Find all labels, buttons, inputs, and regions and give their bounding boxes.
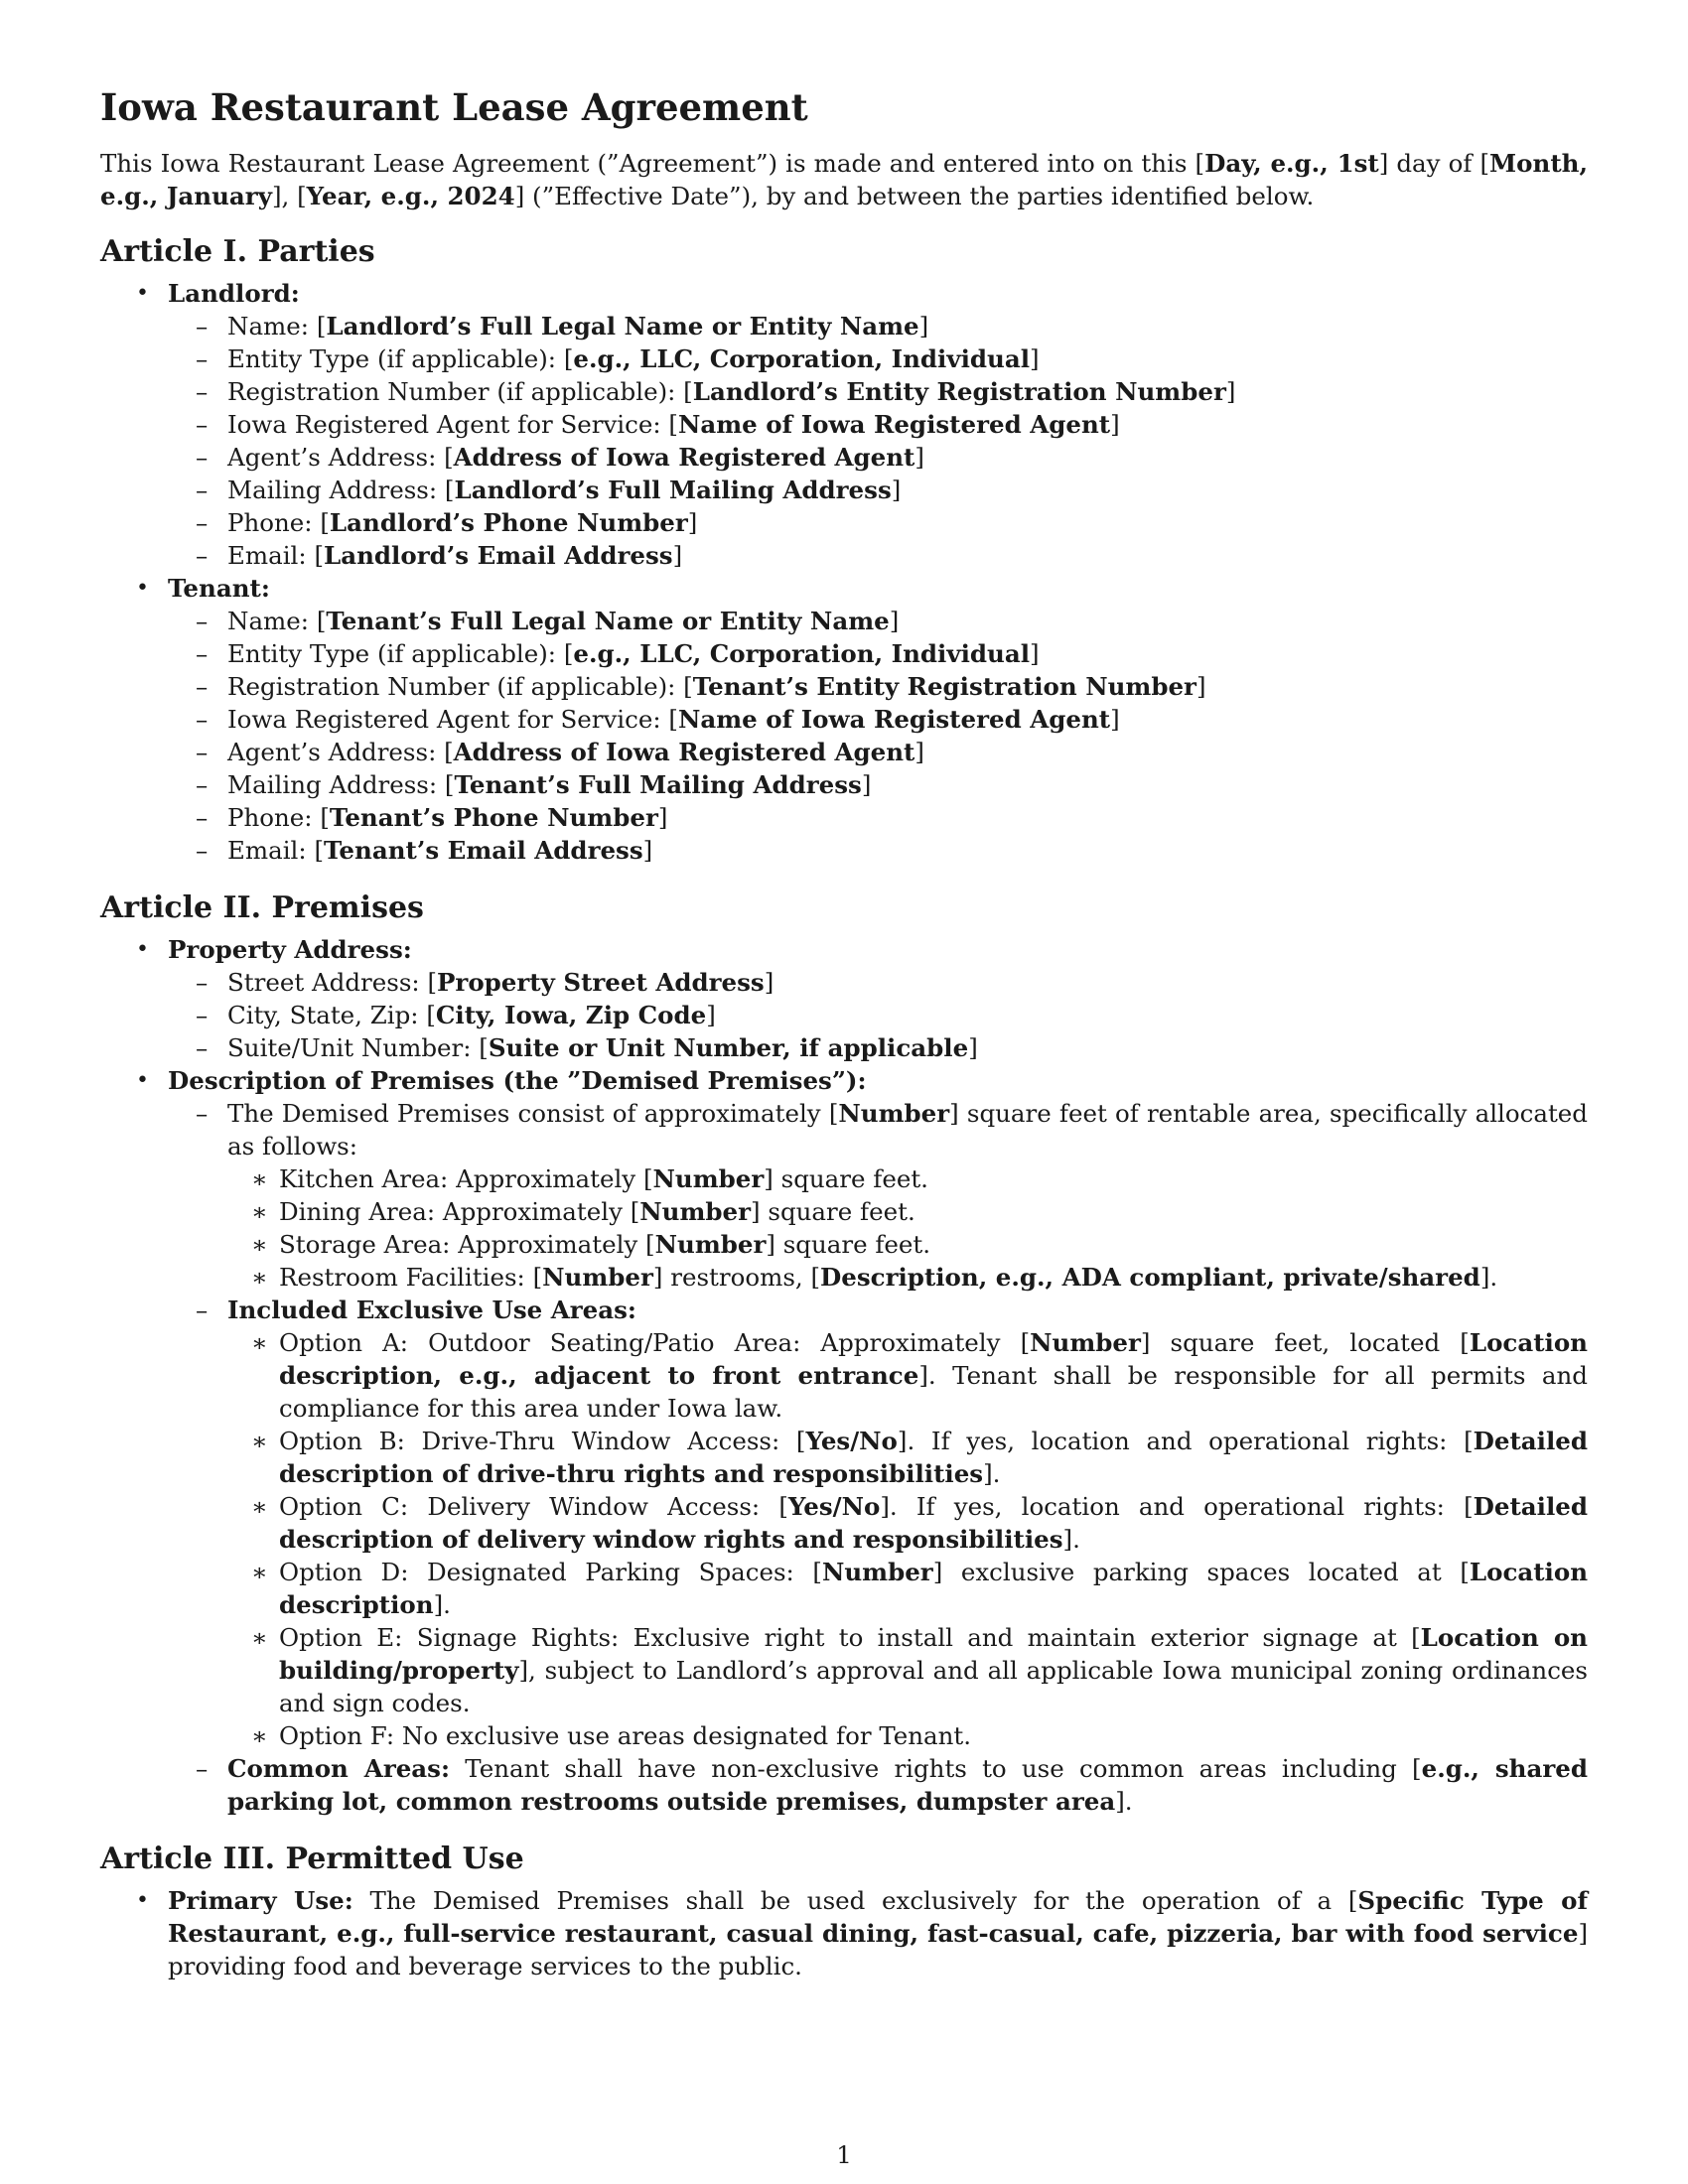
- field-value: Tenant’s Phone Number: [329, 803, 658, 833]
- tenant-item: [100, 572, 1588, 867]
- field-label: Email:: [227, 541, 315, 571]
- primary-use-label: Primary Use:: [168, 1886, 353, 1916]
- placeholder: Yes/No: [787, 1492, 881, 1522]
- field-label: Entity Type (if applicable):: [227, 639, 564, 669]
- intro-text-4: (”Effective Date”), by and between the parties identified below.: [524, 182, 1315, 211]
- bracket-open: [: [1479, 149, 1490, 179]
- landlord-field: – Name: [Landlord’s Full Legal Name or Entity Name]: [196, 312, 929, 341]
- field-label: Mailing Address:: [227, 476, 445, 505]
- option-c: ∗ Option C: Delivery Window Access: [Yes/No]. If yes, location and operational rights: [Detailed description of delivery window rights and responsibilities].: [251, 1492, 1588, 1555]
- placeholder: Number: [542, 1263, 653, 1293]
- landlord-label: Landlord:: [168, 279, 300, 309]
- dash-icon: –: [196, 1296, 209, 1325]
- text: Option C: Delivery Window Access:: [279, 1492, 779, 1522]
- field-value: Landlord’s Entity Registration Number: [692, 377, 1226, 407]
- option-f: [227, 1719, 1588, 1752]
- field-value: Landlord’s Full Mailing Address: [454, 476, 892, 505]
- tenant-field: – Entity Type (if applicable): [e.g., LLC, Corporation, Individual]: [196, 639, 1040, 669]
- text: .: [1072, 1525, 1080, 1555]
- section-heading: Article I. Parties: [100, 234, 375, 270]
- dash-icon: –: [196, 1754, 209, 1784]
- landlord-fields: [168, 310, 1588, 572]
- field-label: Name:: [227, 607, 317, 636]
- common-areas-label: Common Areas:: [227, 1754, 451, 1784]
- primary-use-item: • Primary Use: The Demised Premises shall be used exclusively for the operation of a [Specific Type of Restaurant, e.g., full-service restaurant, casual dining, fast-casual, cafe, pizzeria, bar with food service] providing food and beverage services to the public.: [136, 1886, 1588, 1981]
- placeholder: Location on building/property: [279, 1623, 1588, 1686]
- month-placeholder: Month, e.g., January: [100, 149, 1588, 211]
- field-value: Suite or Unit Number, if applicable: [488, 1033, 969, 1063]
- text: Option B: Drive-Thru Window Access:: [279, 1427, 796, 1456]
- asterisk-icon: ∗: [251, 1721, 268, 1751]
- landlord-field: – Registration Number (if applicable): [Landlord’s Entity Registration Number]: [196, 377, 1236, 407]
- property-address-item: [100, 933, 1588, 1064]
- asterisk-icon: ∗: [251, 1164, 268, 1194]
- text: Option D: Designated Parking Spaces:: [279, 1558, 813, 1587]
- exclusive-use-label: Included Exclusive Use Areas:: [227, 1296, 636, 1325]
- field-value: e.g., LLC, Corporation, Individual: [573, 344, 1031, 374]
- field-label: Entity Type (if applicable):: [227, 344, 564, 374]
- parties-list: [100, 277, 1588, 867]
- option-a: ∗ Option A: Outdoor Seating/Patio Area: Approximately [Number] square feet, located [Location description, e.g., adjacent to front entrance]. Tenant shall be responsible for all permits and compliance for this area under Iowa law.: [251, 1328, 1588, 1424]
- asterisk-icon: ∗: [251, 1558, 268, 1587]
- field-value: Tenant’s Email Address: [324, 836, 643, 866]
- dash-icon: –: [196, 803, 209, 833]
- dash-icon: –: [196, 541, 209, 571]
- field-label: Mailing Address:: [227, 770, 445, 800]
- address-field: – Suite/Unit Number: [Suite or Unit Number, if applicable]: [196, 1033, 978, 1063]
- bracket-close: ]: [271, 182, 282, 211]
- tenant-label: Tenant:: [168, 574, 270, 604]
- dash-icon: –: [196, 968, 209, 998]
- field-value: Landlord’s Email Address: [324, 541, 673, 571]
- text: square feet.: [760, 1197, 915, 1227]
- placeholder: Specific Type of Restaurant, e.g., full-service restaurant, casual dining, fast-casual, cafe, pizzeria, bar with food service: [168, 1886, 1588, 1949]
- text: providing food and beverage services to the public.: [168, 1952, 802, 1981]
- text: square feet, located: [1150, 1328, 1461, 1358]
- dash-icon: –: [196, 607, 209, 636]
- bullet-icon: •: [136, 1068, 149, 1094]
- field-label: City, State, Zip:: [227, 1001, 427, 1030]
- landlord-field: – Email: [Landlord’s Email Address]: [196, 541, 683, 571]
- description-item: [100, 1064, 1588, 1818]
- options-list: [227, 1326, 1588, 1752]
- description-label: Description of Premises (the ”Demised Premises”):: [168, 1066, 867, 1096]
- field-label: Registration Number (if applicable):: [227, 672, 684, 702]
- bracket-close: ]: [514, 182, 525, 211]
- option-d: ∗ Option D: Designated Parking Spaces: [Number] exclusive parking spaces located at [Location description].: [251, 1558, 1589, 1620]
- dash-icon: –: [196, 705, 209, 735]
- tenant-field: – Agent’s Address: [Address of Iowa Registered Agent]: [196, 738, 924, 767]
- placeholder: e.g., shared parking lot, common restrooms outside premises, dumpster area: [227, 1754, 1588, 1817]
- address-fields: [168, 966, 1588, 1064]
- asterisk-icon: ∗: [251, 1230, 268, 1260]
- text: exclusive parking spaces located at: [942, 1558, 1461, 1587]
- area-item-dining: ∗ Dining Area: Approximately [Number] square feet.: [251, 1197, 915, 1227]
- permitted-use-list: [100, 1884, 1588, 1982]
- field-label: Phone:: [227, 803, 321, 833]
- document-title: Iowa Restaurant Lease Agreement: [100, 85, 808, 129]
- placeholder: Number: [1030, 1328, 1141, 1358]
- text: Storage Area: Approximately: [279, 1230, 646, 1260]
- placeholder: Number: [838, 1099, 950, 1129]
- areas-list: [227, 1162, 1588, 1294]
- field-label: Street Address:: [227, 968, 428, 998]
- dash-icon: –: [196, 1033, 209, 1063]
- dash-icon: –: [196, 508, 209, 538]
- bracket-close: ]: [1378, 149, 1389, 179]
- field-label: Agent’s Address:: [227, 443, 445, 473]
- text: square feet of rentable area, specifically allocated as follows:: [227, 1099, 1588, 1161]
- intro-text-2: day of: [1388, 149, 1480, 179]
- section-heading: Article II. Premises: [100, 890, 424, 926]
- tenant-field: – Phone: [Tenant’s Phone Number]: [196, 803, 668, 833]
- field-value: Property Street Address: [437, 968, 765, 998]
- field-label: Registration Number (if applicable):: [227, 377, 684, 407]
- landlord-field: – Mailing Address: [Landlord’s Full Mailing Address]: [196, 476, 902, 505]
- text: .: [1489, 1263, 1498, 1293]
- landlord-item: [100, 277, 1588, 572]
- tenant-field: – Iowa Registered Agent for Service: [Name of Iowa Registered Agent]: [196, 705, 1120, 735]
- asterisk-icon: ∗: [251, 1197, 268, 1227]
- asterisk-icon: ∗: [251, 1427, 268, 1456]
- dash-icon: –: [196, 312, 209, 341]
- option-b: ∗ Option B: Drive-Thru Window Access: [Yes/No]. If yes, location and operational rights: [Detailed description of drive-thru rights and responsibilities].: [251, 1427, 1589, 1489]
- field-value: Address of Iowa Registered Agent: [453, 443, 915, 473]
- dash-icon: –: [196, 639, 209, 669]
- premises-list: [100, 933, 1588, 1818]
- text: Option E: Signage Rights: Exclusive right to install and maintain exterior signage at: [279, 1623, 1412, 1653]
- text: Kitchen Area: Approximately: [279, 1164, 643, 1194]
- field-label: Iowa Registered Agent for Service:: [227, 705, 669, 735]
- day-placeholder: Day, e.g., 1st: [1204, 149, 1379, 179]
- dash-icon: –: [196, 410, 209, 440]
- dash-icon: –: [196, 1099, 209, 1129]
- intro-paragraph: [100, 147, 1588, 212]
- dash-icon: –: [196, 344, 209, 374]
- field-value: e.g., LLC, Corporation, Individual: [573, 639, 1031, 669]
- placeholder: Description, e.g., ADA compliant, private/shared: [820, 1263, 1480, 1293]
- common-areas: – Common Areas: Tenant shall have non-exclusive rights to use common areas including [e.g., shared parking lot, common restrooms outside premises, dumpster area].: [196, 1754, 1588, 1817]
- area-item-kitchen: ∗ Kitchen Area: Approximately [Number] square feet.: [251, 1164, 928, 1194]
- tenant-field: – Email: [Tenant’s Email Address]: [196, 836, 653, 866]
- placeholder: Detailed description of drive-thru rights and responsibilities: [279, 1427, 1589, 1489]
- field-value: Tenant’s Full Mailing Address: [454, 770, 862, 800]
- placeholder: Number: [821, 1558, 933, 1587]
- bracket-open: [: [1195, 149, 1205, 179]
- asterisk-icon: ∗: [251, 1623, 268, 1653]
- asterisk-icon: ∗: [251, 1263, 268, 1293]
- field-value: Landlord’s Phone Number: [329, 508, 688, 538]
- text: Dining Area: Approximately: [279, 1197, 631, 1227]
- placeholder: Detailed description of delivery window rights and responsibilities: [279, 1492, 1588, 1555]
- text: The Demised Premises consist of approximately: [227, 1099, 829, 1129]
- page-number: 1: [836, 2140, 852, 2169]
- dash-icon: –: [196, 1001, 209, 1030]
- bullet-icon: •: [136, 281, 149, 307]
- address-field: – Street Address: [Property Street Address]: [196, 968, 774, 998]
- placeholder: Location description, e.g., adjacent to front entrance: [279, 1328, 1588, 1391]
- tenant-field: – Registration Number (if applicable): [Tenant’s Entity Registration Number]: [196, 672, 1206, 702]
- text: square feet.: [773, 1164, 928, 1194]
- text: Restroom Facilities:: [279, 1263, 533, 1293]
- field-value: City, Iowa, Zip Code: [435, 1001, 707, 1030]
- property-address-label: Property Address:: [168, 935, 412, 965]
- dash-icon: –: [196, 770, 209, 800]
- text: Option A: Outdoor Seating/Patio Area: Approximately: [279, 1328, 1021, 1358]
- text: .: [992, 1459, 1001, 1489]
- dash-icon: –: [196, 738, 209, 767]
- field-label: Name:: [227, 312, 317, 341]
- placeholder: Yes/No: [805, 1427, 898, 1456]
- tenant-field: – Name: [Tenant’s Full Legal Name or Entity Name]: [196, 607, 900, 636]
- bullet-icon: •: [136, 937, 149, 963]
- dash-icon: –: [196, 672, 209, 702]
- text: .: [1124, 1787, 1133, 1817]
- field-label: Suite/Unit Number:: [227, 1033, 480, 1063]
- field-label: Email:: [227, 836, 315, 866]
- landlord-field: – Phone: [Landlord’s Phone Number]: [196, 508, 698, 538]
- field-value: Tenant’s Full Legal Name or Entity Name: [326, 607, 890, 636]
- address-field: – City, State, Zip: [City, Iowa, Zip Code]: [196, 1001, 716, 1030]
- text: , subject to Landlord’s approval and all applicable Iowa municipal zoning ordinances and sign codes.: [279, 1656, 1588, 1718]
- text: . If yes, location and operational rights:: [889, 1492, 1465, 1522]
- field-label: Iowa Registered Agent for Service:: [227, 410, 669, 440]
- text: . Tenant shall be responsible for all permits and compliance for this area under Iowa law.: [279, 1361, 1588, 1424]
- landlord-field: – Iowa Registered Agent for Service: [Name of Iowa Registered Agent]: [196, 410, 1120, 440]
- asterisk-icon: ∗: [251, 1328, 268, 1358]
- text: square feet.: [774, 1230, 931, 1260]
- placeholder: Location description: [279, 1558, 1589, 1620]
- description-list: [168, 1097, 1588, 1818]
- text: The Demised Premises shall be used exclusively for the operation of a: [352, 1886, 1348, 1916]
- field-value: Address of Iowa Registered Agent: [453, 738, 915, 767]
- premises-summary: – The Demised Premises consist of approximately [Number] square feet of rentable area, specifically allocated as follows: ∗ Kitchen Area: Approximately [Number] square feet. ∗ Dining Area: Approximately [Number] square feet. ∗ Storage Area: Approximately [Number] square feet. ∗ Restroom Facilities: [Number] restrooms, [Description, e.g., ADA compliant, private/shared].: [196, 1099, 1588, 1293]
- dash-icon: –: [196, 476, 209, 505]
- placeholder: Number: [654, 1230, 767, 1260]
- article-parties: [100, 232, 1588, 867]
- area-item-storage: ∗ Storage Area: Approximately [Number] square feet.: [251, 1230, 931, 1260]
- landlord-field: – Entity Type (if applicable): [e.g., LLC, Corporation, Individual]: [196, 344, 1040, 374]
- option-e: ∗ Option E: Signage Rights: Exclusive right to install and maintain exterior signage at [Location on building/property], subject to Landlord’s approval and all applicable Iowa municipal zoning ordinances and sign codes.: [251, 1623, 1588, 1718]
- text: . If yes, location and operational rights:: [907, 1427, 1465, 1456]
- field-value: Landlord’s Full Legal Name or Entity Name: [326, 312, 919, 341]
- text: .: [443, 1590, 451, 1620]
- dash-icon: –: [196, 377, 209, 407]
- bracket-open: [: [297, 182, 307, 211]
- bullet-icon: •: [136, 576, 149, 602]
- text: Tenant shall have non-exclusive rights to use common areas including: [450, 1754, 1413, 1784]
- text: Option F: No exclusive use areas designated for Tenant.: [279, 1721, 972, 1751]
- dash-icon: –: [196, 836, 209, 866]
- field-value: Name of Iowa Registered Agent: [677, 410, 1111, 440]
- landlord-field: – Agent’s Address: [Address of Iowa Registered Agent]: [196, 443, 924, 473]
- document-page: [100, 83, 1588, 2004]
- area-item-restrooms: ∗ Restroom Facilities: [Number] restrooms, [Description, e.g., ADA compliant, private/shared].: [251, 1263, 1498, 1293]
- year-placeholder: Year, e.g., 2024: [306, 182, 515, 211]
- article-permitted-use: [100, 1840, 1588, 1982]
- text: restrooms,: [662, 1263, 811, 1293]
- field-value: Name of Iowa Registered Agent: [677, 705, 1111, 735]
- tenant-fields: [168, 605, 1588, 867]
- bullet-icon: •: [136, 1888, 149, 1914]
- placeholder: Number: [639, 1197, 752, 1227]
- section-heading: Article III. Permitted Use: [100, 1842, 524, 1877]
- intro-text-3: ,: [281, 182, 298, 211]
- field-label: Agent’s Address:: [227, 738, 445, 767]
- field-label: Phone:: [227, 508, 321, 538]
- exclusive-use-areas: [168, 1294, 1588, 1752]
- dash-icon: –: [196, 443, 209, 473]
- article-premises: [100, 888, 1588, 1818]
- field-value: Tenant’s Entity Registration Number: [692, 672, 1196, 702]
- intro-text-1: This Iowa Restaurant Lease Agreement (”Agreement”) is made and entered into on this: [100, 149, 1196, 179]
- tenant-field: – Mailing Address: [Tenant’s Full Mailing Address]: [196, 770, 872, 800]
- asterisk-icon: ∗: [251, 1492, 268, 1522]
- placeholder: Number: [652, 1164, 765, 1194]
